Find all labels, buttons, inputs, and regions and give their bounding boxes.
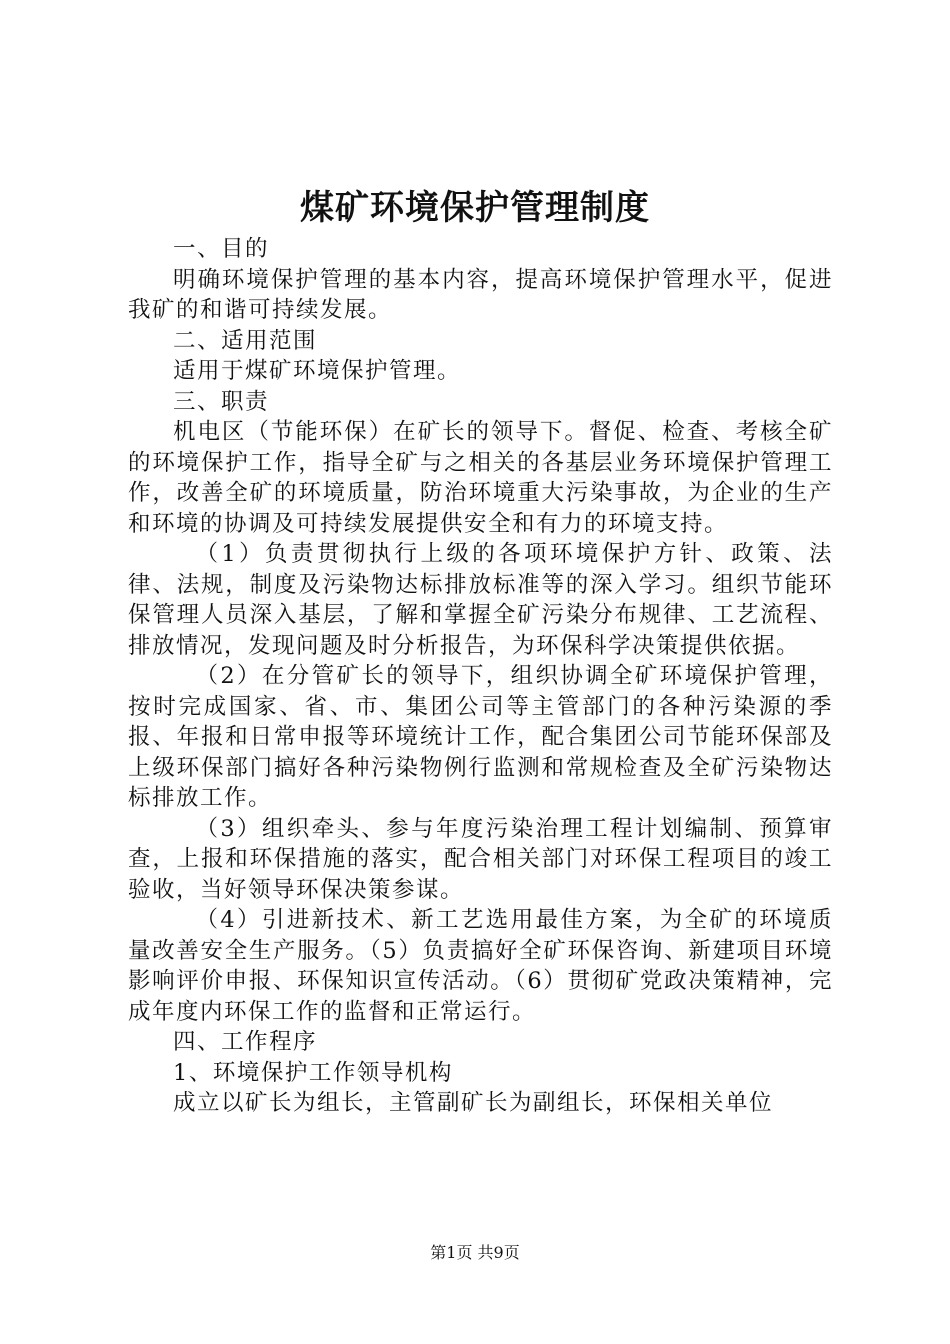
paragraph-duty-3: （3）组织牵头、参与年度污染治理工程计划编制、预算审查，上报和环保措施的落实，配合相关部门对环保工程项目的竣工验收，当好领导环保决策参谋。 xyxy=(128,815,833,903)
section-heading-scope: 二、适用范围 xyxy=(173,327,318,354)
paragraph-duty-4-6: （4）引进新技术、新工艺选用最佳方案，为全矿的环境质量改善安全生产服务。（5）负责搞好全矿环保咨询、新建项目环境影响评价申报、环保知识宣传活动。（6）贯彻矿党政决策精神，完成年度内环保工作的监督和正常运行。 xyxy=(128,907,833,1025)
section-heading-procedure: 四、工作程序 xyxy=(173,1029,318,1055)
paragraph-duty-2: （2）在分管矿长的领导下，组织协调全矿环境保护管理，按时完成国家、省、市、集团公司等主管部门的各种污染源的季报、年报和日常申报等环境统计工作，配合集团公司节能环保部及上级环保部门搞好各种污染物例行监测和常规检查及全矿污染物达标排放工作。 xyxy=(128,663,833,811)
paragraph-scope: 适用于煤矿环境保护管理。 xyxy=(173,358,462,384)
paragraph-duty-1: （1）负责贯彻执行上级的各项环境保护方针、政策、法律、法规，制度及污染物达标排放标准等的深入学习。组织节能环保管理人员深入基层，了解和掌握全矿污染分布规律、工艺流程、排放情况，发现问题及时分析报告，为环保科学决策提供依据。 xyxy=(128,541,833,659)
document-body xyxy=(128,234,833,1119)
paragraph-purpose: 明确环境保护管理的基本内容，提高环境保护管理水平，促进我矿的和谐可持续发展。 xyxy=(128,266,833,323)
document-title: 煤矿环境保护管理制度 xyxy=(300,188,650,228)
paragraph-duties: 机电区（节能环保）在矿长的领导下。督促、检查、考核全矿的环境保护工作，指导全矿与之相关的各基层业务环境保护管理工作，改善全矿的环境质量，防治环境重大污染事故，为企业的生产和环境的协调及可持续发展提供安全和有力的环境支持。 xyxy=(128,419,833,537)
section-heading-duties: 三、职责 xyxy=(173,388,270,415)
section-heading-purpose: 一、目的 xyxy=(173,236,270,262)
subsection-heading-leadership: 1、环境保护工作领导机构 xyxy=(173,1059,453,1086)
page-footer: 第1页 共9页 xyxy=(430,1243,520,1262)
paragraph-leadership: 成立以矿长为组长，主管副矿长为副组长，环保相关单位 xyxy=(173,1090,774,1116)
